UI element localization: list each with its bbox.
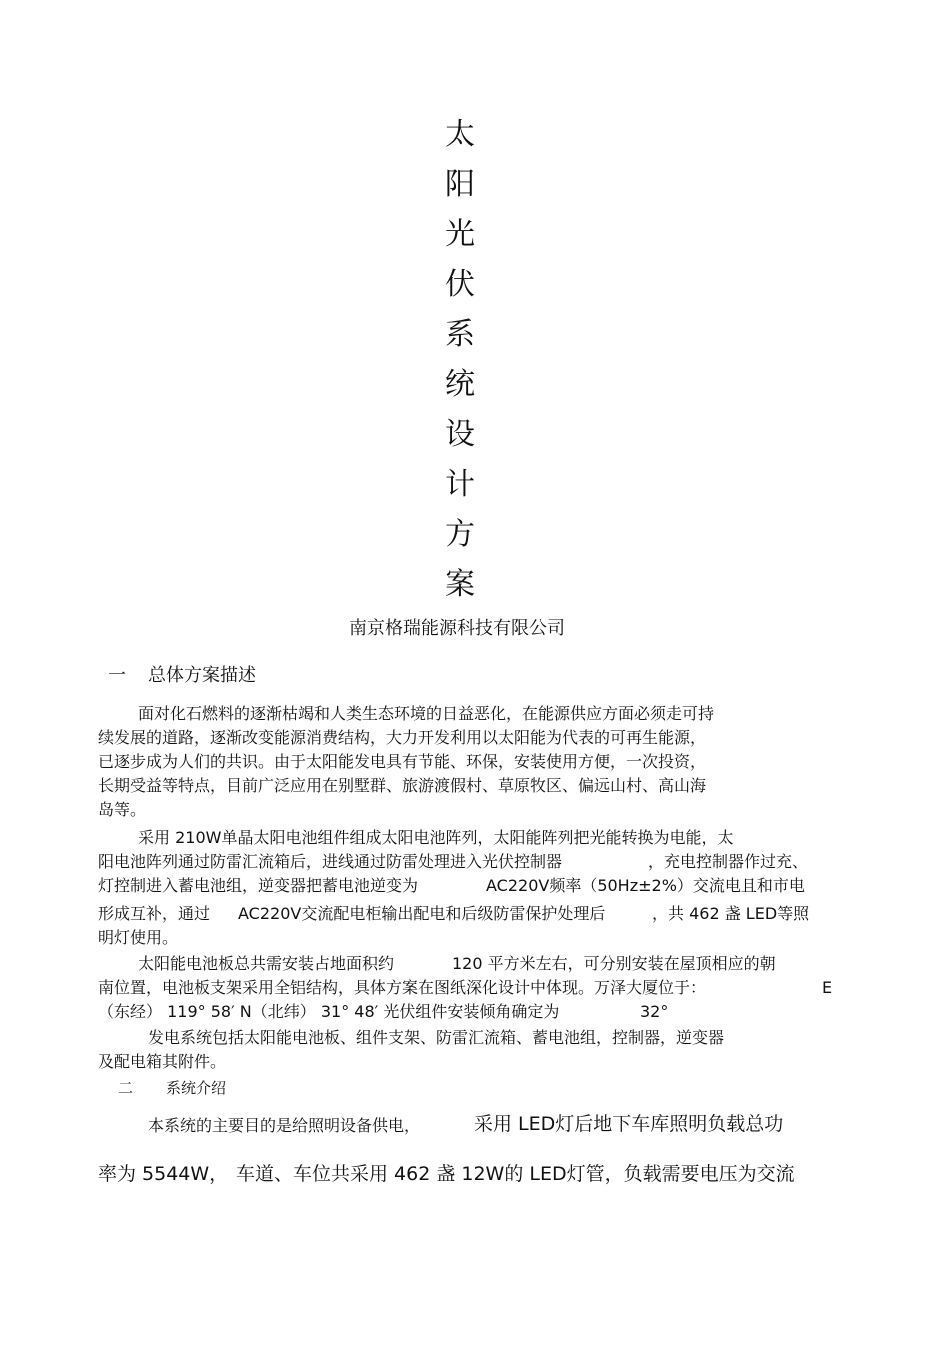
title-char: 设 bbox=[445, 417, 475, 452]
para2-line: 灯控制进入蓄电池组，逆变器把蓄电池逆变为 bbox=[98, 876, 419, 895]
para1-line: 长期受益等特点，目前广泛应用在别墅群、旅游渡假村、草原牧区、偏远山村、高山海 bbox=[98, 776, 707, 795]
para2-line: AC220V频率（50Hz±2%）交流电且和市电 bbox=[486, 876, 805, 895]
para1-line: 续发展的道路，逐渐改变能源消费结构，大力开发利用以太阳能为代表的可再生能源， bbox=[98, 728, 707, 747]
para4-line: 发电系统包括太阳能电池板、组件支架、防雷汇流箱、蓄电池组，控制器，逆变器 bbox=[148, 1028, 725, 1047]
para3-line: 太阳能电池板总共需安装占地面积约 bbox=[138, 954, 395, 973]
para2-line: 形成互补，通过 bbox=[98, 904, 211, 923]
para3-line: （东经） 119° 58′ N（北纬） 31° 48′ 光伏组件安装倾角确定为 bbox=[98, 1002, 560, 1021]
para5-line: 本系统的主要目的是给照明设备供电， bbox=[148, 1116, 421, 1135]
title-char: 案 bbox=[445, 567, 475, 602]
document-title bbox=[430, 110, 490, 610]
title-char: 太 bbox=[445, 117, 475, 152]
company-name: 南京格瑞能源科技有限公司 bbox=[349, 618, 565, 639]
para1-line: 已逐步成为人们的共识。由于太阳能发电具有节能、环保，安装使用方便，一次投资， bbox=[98, 752, 707, 771]
para1-line: 岛等。 bbox=[98, 800, 147, 819]
para3-line: 120 平方米左右，可分别安装在屋顶相应的朝 bbox=[452, 954, 776, 973]
section-2-number: 二 bbox=[118, 1079, 134, 1097]
para3-line: 南位置，电池板支架采用全铝结构，具体方案在图纸深化设计中体现。万泽大厦位于： bbox=[98, 978, 707, 997]
section-1-number: 一 bbox=[108, 665, 126, 686]
para3-line: E bbox=[822, 978, 833, 997]
para2-line: 采用 210W单晶太阳电池组件组成太阳电池阵列，太阳能阵列把光能转换为电能，太 bbox=[138, 828, 734, 847]
section-2-title: 系统介绍 bbox=[166, 1079, 227, 1097]
para1-line: 面对化石燃料的逐渐枯竭和人类生态环境的日益恶化，在能源供应方面必须走可持 bbox=[138, 704, 715, 723]
title-char: 计 bbox=[445, 467, 475, 502]
para2-line: ，共 462 盏 LED等照 bbox=[652, 904, 810, 923]
section-1-title: 总体方案描述 bbox=[148, 665, 256, 686]
title-char: 阳 bbox=[445, 167, 475, 202]
title-char: 系 bbox=[445, 317, 475, 352]
para5-line: 采用 LED灯后地下车库照明负载总功 bbox=[474, 1113, 784, 1135]
para4-line: 及配电箱其附件。 bbox=[98, 1052, 227, 1071]
title-char: 方 bbox=[445, 517, 475, 552]
title-char: 伏 bbox=[445, 267, 475, 302]
para2-line: AC220V交流配电柜输出配电和后级防雷保护处理后 bbox=[238, 904, 606, 923]
title-char: 统 bbox=[445, 367, 475, 402]
para2-line: 明灯使用。 bbox=[98, 928, 179, 947]
title-char: 光 bbox=[445, 217, 475, 252]
para5-line: 车道、车位共采用 462 盏 12W的 LED灯管，负载需要电压为交流 bbox=[236, 1163, 795, 1185]
para3-line: 32° bbox=[640, 1002, 669, 1021]
para5-line: 率为 5544W， bbox=[98, 1163, 229, 1185]
para2-line: 阳电池阵列通过防雷汇流箱后，进线通过防雷处理进入光伏控制器 bbox=[98, 852, 563, 871]
para2-line: ，充电控制器作过充、 bbox=[648, 852, 809, 871]
